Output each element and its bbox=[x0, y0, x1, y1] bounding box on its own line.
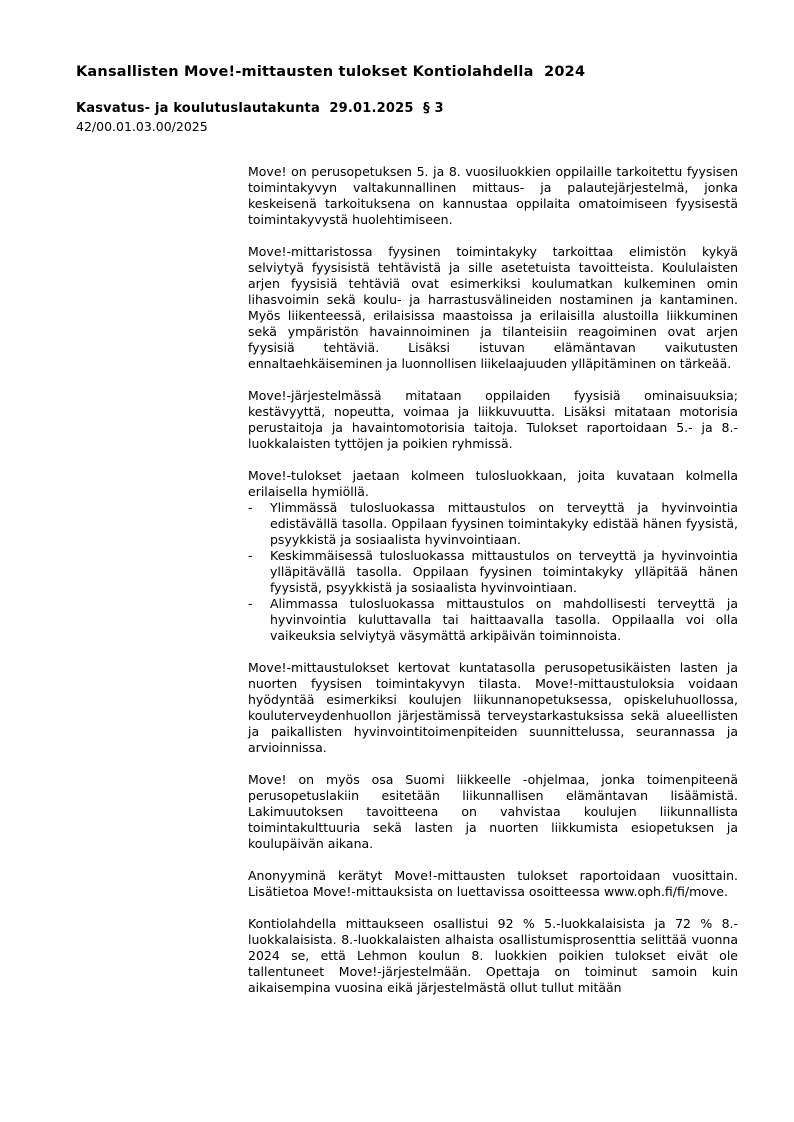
list-item bbox=[248, 500, 738, 548]
paragraph-suomi-liikkeelle: Move! on myös osa Suomi liikkeelle -ohjelmaa, jonka toimenpiteenä perusopetuslakiin esitetään liikunnallisen elämäntavan lisäämistä. Lakimuutoksen tavoitteena on vahvistaa koulujen liikunnallista toimintakulttuuria sekä lasten ja nuorten liikkumista esiopetuksen ja koulupäivän aikana. bbox=[248, 772, 738, 851]
paragraph-result-classes-intro: Move!-tulokset jaetaan kolmeen tulosluokkaan, joita kuvataan kolmella erilaisella hymiöllä. bbox=[248, 468, 738, 499]
paragraph-mittaristo: Move!-mittaristossa fyysinen toimintakyky tarkoittaa elimistön kykyä selviytyä fyysisistä tehtävistä ja sille asetetuista tavoitteista. Koululaisten arjen fyysisiä tehtäviä ovat esimerkiksi koulumatkan kulkeminen omin lihasvoimin sekä koulu- ja harrastusvälineiden nostaminen ja kantaminen. Myös liikenteessä, erilaisissa maastoissa ja erilaisilla alustoilla liikkuminen sekä ympäristön havainnoiminen ja tilanteisiin reagoiminen ovat arjen fyysisiä tehtäviä. Lisäksi istuvan elämäntavan vaikutusten ennaltaehkäiseminen ja luonnollisen liikelaajuuden ylläpitäminen on tärkeää. bbox=[248, 244, 738, 371]
result-class-list bbox=[248, 500, 738, 644]
paragraph-kontiolahti: Kontiolahdella mittaukseen osallistui 92 % 5.-luokkalaisista ja 72 % 8.-luokkalaisista. 8.-luokkalaisten alhaista osallistumisprosenttia selittää vuonna 2024 se, että Lehmon koulun 8. luokkien poikien tulokset eivät ole tallentuneet Move!-järjestelmään. Opettaja on toiminut samoin kuin aikaisempina vuosina eikä järjestelmästä ollut tullut mitään bbox=[248, 916, 738, 995]
bullet-dash: - bbox=[248, 548, 253, 563]
list-item-text: Ylimmässä tulosluokassa mittaustulos on terveyttä ja hyvinvointia edistävällä tasolla. Oppilaan fyysinen toimintakyky edistää hänen fyysistä, psyykkistä ja sosiaalista hyvinvointiaan. bbox=[270, 500, 738, 547]
paragraph-move-intro: Move! on perusopetuksen 5. ja 8. vuosiluokkien oppilaille tarkoitettu fyysisen toimintakyvyn valtakunnallinen mittaus- ja palautejärjestelmä, jonka keskeisenä tarkoituksena on kannustaa oppilaita omatoimiseen fyysisestä toimintakyvystä huolehtimiseen. bbox=[248, 164, 738, 227]
record-number: 42/00.01.03.00/2025 bbox=[76, 119, 208, 134]
bullet-dash: - bbox=[248, 500, 253, 515]
paragraph-anonyymi: Anonyyminä kerätyt Move!-mittausten tulokset raportoidaan vuosittain. Lisätietoa Move!-mittauksista on luettavissa osoitteessa www.oph.fi/fi/move. bbox=[248, 868, 738, 899]
page-title: Kansallisten Move!-mittausten tulokset Kontiolahdella 2024 bbox=[76, 64, 586, 80]
list-item bbox=[248, 596, 738, 644]
committee-heading: Kasvatus- ja koulutuslautakunta 29.01.2025 § 3 bbox=[76, 101, 444, 116]
list-item-text: Keskimmäisessä tulosluokassa mittaustulos on terveyttä ja hyvinvointia ylläpitävällä tasolla. Oppilaan fyysinen toimintakyky ylläpitää hänen fyysistä, psyykkistä ja sosiaalista hyvinvointiaan. bbox=[270, 548, 738, 595]
paragraph-jarjestelma: Move!-järjestelmässä mitataan oppilaiden fyysisiä ominaisuuksia; kestävyyttä, nopeutta, voimaa ja liikkuvuutta. Lisäksi mitataan motorisia perustaitoja ja havaintomotorisia taitoja. Tulokset raportoidaan 5.- ja 8.-luokkalaisten tyttöjen ja poikien ryhmissä. bbox=[248, 388, 738, 451]
bullet-dash: - bbox=[248, 596, 253, 611]
document-body bbox=[248, 164, 738, 1012]
list-item bbox=[248, 548, 738, 596]
paragraph-kuntataso: Move!-mittaustulokset kertovat kuntatasolla perusopetusikäisten lasten ja nuorten fyysisen toimintakyvyn tilasta. Move!-mittaustuloksia voidaan hyödyntää esimerkiksi koulujen liikunnanopetuksessa, opiskeluhuollossa, kouluterveydenhuollon järjestämissä terveystarkastuksissa sekä alueellisten ja paikallisten hyvinvointitoimenpiteiden suunnittelussa, seurannassa ja arvioinnissa. bbox=[248, 660, 738, 755]
list-item-text: Alimmassa tulosluokassa mittaustulos on mahdollisesti terveyttä ja hyvinvointia kuluttavalla tai haittaavalla tasolla. Oppilaalla voi olla vaikeuksia selviytyä väsymättä arkipäivän toiminnoista. bbox=[270, 596, 738, 643]
